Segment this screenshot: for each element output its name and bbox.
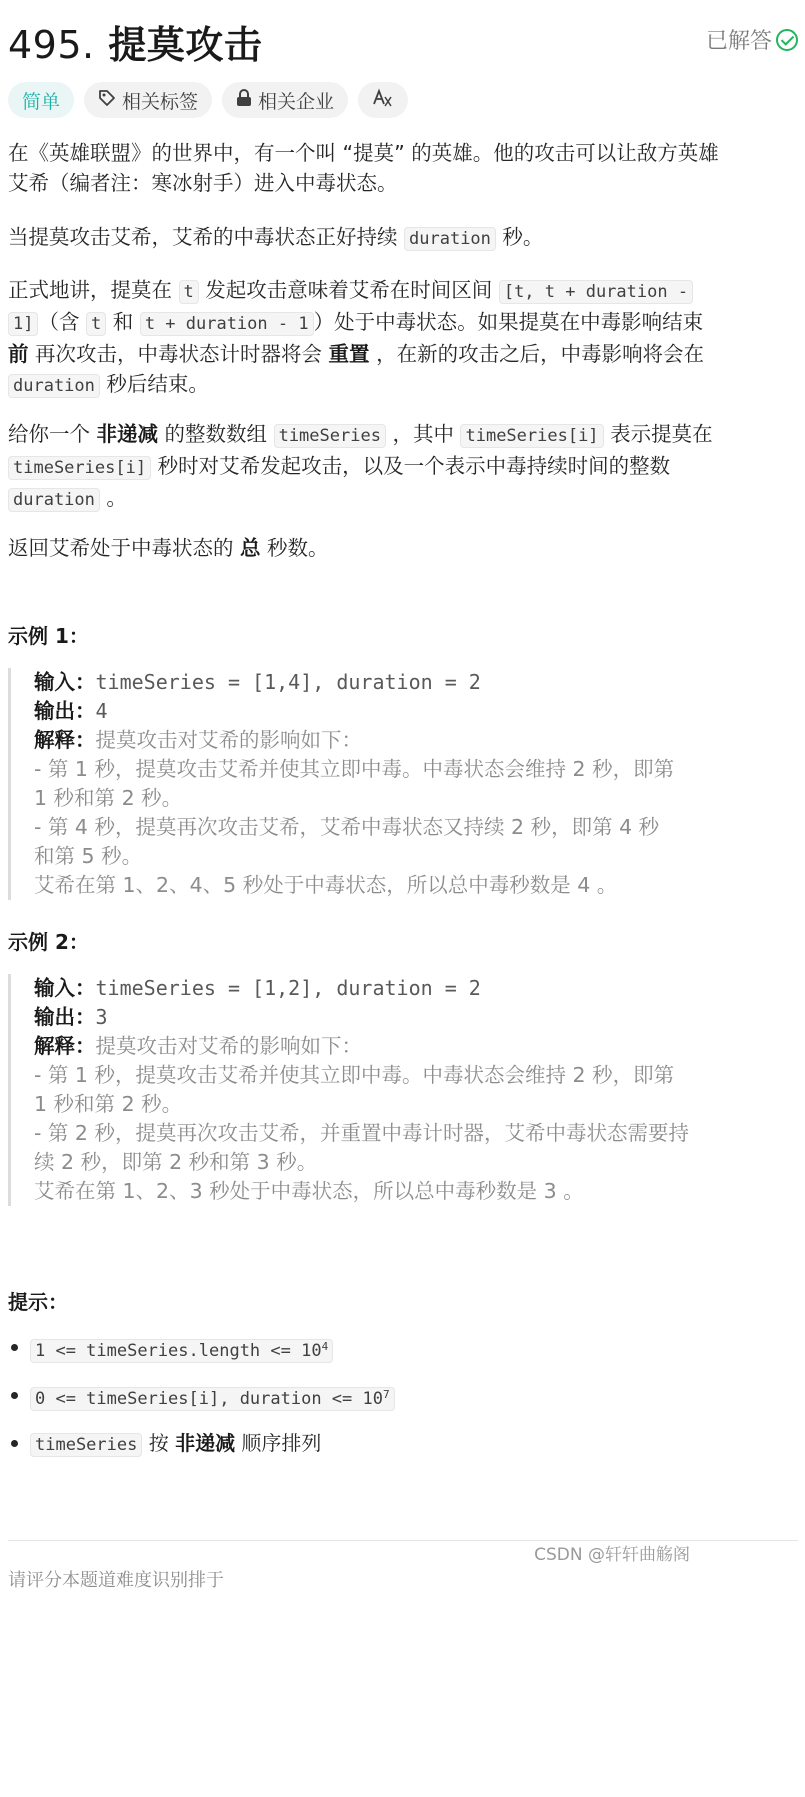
inline-code: timeSeries [30,1433,142,1457]
desc-text: 再次攻击，中毒状态计时器将会 [28,342,329,366]
explain-line: - 第 1 秒，提莫攻击艾希并使其立即中毒。中毒状态会维持 2 秒，即第 [34,757,675,781]
explain-line: - 第 1 秒，提莫攻击艾希并使其立即中毒。中毒状态会维持 2 秒，即第 [34,1063,675,1087]
title-row [8,14,798,67]
output-value: 3 [95,1005,108,1029]
hint-text: 按 [142,1431,176,1455]
desc-text: 当提莫攻击艾希，艾希的中毒状态正好持续 [8,225,405,249]
explain-line: 和第 5 秒。 [34,844,143,868]
related-companies-label: 相关企业 [258,90,335,113]
inline-code [30,1339,333,1363]
difficulty-label: 简单 [22,90,61,113]
tag-row [8,82,408,118]
example-1-block [8,668,798,900]
desc-text: 返回艾希处于中毒状态的 [8,536,241,560]
related-tags-button[interactable] [84,82,212,118]
check-circle-icon [776,29,798,51]
example-output-line [34,697,798,726]
desc-paragraph-3 [8,275,800,401]
explain-line: - 第 2 秒，提莫再次攻击艾希，并重置中毒计时器，艾希中毒状态需要持 [34,1121,689,1145]
desc-text: 给你一个 [8,422,97,446]
hint-text: 顺序排列 [235,1431,322,1455]
desc-text: 。 [99,486,127,510]
output-value: 4 [95,699,108,723]
inline-code: t [86,312,106,336]
desc-text: 秒。 [495,225,544,249]
related-tags-label: 相关标签 [122,90,199,113]
hint-item [8,1332,788,1380]
inline-code: timeSeries[i] [460,424,603,448]
desc-text: 艾希（编者注：寒冰射手）进入中毒状态。 [8,171,398,195]
input-label: 输入： [34,976,96,1000]
desc-text: 秒后结束。 [99,372,209,396]
inline-code: t [179,280,199,304]
output-label: 输出： [34,1005,96,1029]
explain-line: - 第 4 秒，提莫再次攻击艾希，艾希中毒状态又持续 2 秒，即第 4 秒 [34,815,660,839]
solved-status [706,24,798,55]
desc-text: ，在新的攻击之后，中毒影响将会在 [369,342,705,366]
desc-text: 表示提莫在 [603,422,713,446]
hint-code-text: 1 <= timeSeries.length <= 10 [35,1341,322,1361]
desc-text: 和 [106,310,140,334]
output-label: 输出： [34,699,96,723]
inline-code: timeSeries[i] [8,456,151,480]
desc-text: 正式地讲，提莫在 [8,278,179,302]
explain-line: 1 秒和第 2 秒。 [34,1092,183,1116]
inline-code: [t, t + duration - [499,280,693,304]
inline-code: duration [404,227,496,251]
translate-button[interactable] [358,82,408,118]
bold-text: 重置 [328,342,370,366]
desc-text: ，其中 [385,422,461,446]
translate-icon [372,88,394,113]
inline-code [30,1387,395,1411]
desc-text: 秒时对艾希发起攻击，以及一个表示中毒持续时间的整数 [151,454,671,478]
bold-text: 非递减 [96,422,159,446]
explain-label: 解释： [34,1034,96,1058]
desc-text: 的整数数组 [158,422,274,446]
inline-code: 1] [8,312,38,336]
explain-text: 提莫攻击对艾希的影响如下： [95,728,362,752]
example-output-line [34,1003,798,1032]
desc-text: 秒数。 [260,536,329,560]
desc-paragraph-1 [8,138,800,198]
desc-paragraph-5 [8,533,800,563]
example-2-title: 示例 2： [8,930,89,954]
example-2-block [8,974,798,1206]
explain-line: 1 秒和第 2 秒。 [34,786,183,810]
problem-number: 495. [8,23,95,67]
example-input-line [34,974,798,1003]
inline-code: t + duration - 1 [140,312,314,336]
desc-paragraph-4 [8,419,800,515]
input-value: timeSeries = [1,4], duration = 2 [95,670,481,694]
feedback-text[interactable]: 请评分本题道难度识别排于 [8,1570,224,1591]
difficulty-badge[interactable] [8,82,74,118]
tag-icon [98,89,116,112]
problem-name: 提莫攻击 [108,23,263,67]
hint-code-text: 0 <= timeSeries[i], duration <= 10 [35,1389,383,1409]
explain-text: 提莫攻击对艾希的影响如下： [95,1034,362,1058]
example-explain-line [34,1032,798,1061]
example-explain-line [34,726,798,755]
hint-item [8,1380,788,1428]
problem-title[interactable] [8,14,262,69]
example-input-line [34,668,798,697]
inline-code: duration [8,488,100,512]
hints-title: 提示： [8,1290,68,1314]
bold-text: 总 [240,536,261,560]
explain-label: 解释： [34,728,96,752]
input-value: timeSeries = [1,2], duration = 2 [95,976,481,1000]
inline-code: timeSeries [274,424,386,448]
bold-text: 前 [8,342,29,366]
lock-icon [236,89,252,112]
related-companies-button[interactable] [222,82,348,118]
desc-paragraph-2 [8,222,800,254]
example-1-title: 示例 1： [8,624,89,648]
desc-text: 在《英雄联盟》的世界中，有一个叫 “提莫” 的英雄。他的攻击可以让敌方英雄 [8,141,719,165]
hints-list [8,1332,788,1476]
superscript: 7 [383,1388,390,1401]
superscript: 4 [321,1340,329,1353]
explain-line: 艾希在第 1、2、4、5 秒处于中毒状态，所以总中毒秒数是 4 。 [34,873,618,897]
desc-text: （含 [38,310,87,334]
desc-text: ）处于中毒状态。如果提莫在中毒影响结束 [313,310,704,334]
input-label: 输入： [34,670,96,694]
inline-code: duration [8,374,100,398]
explain-line: 续 2 秒，即第 2 秒和第 3 秒。 [34,1150,318,1174]
explain-line: 艾希在第 1、2、3 秒处于中毒状态，所以总中毒秒数是 3 。 [34,1179,584,1203]
bold-text: 非递减 [175,1431,236,1455]
hint-item [8,1428,788,1476]
csdn-watermark: CSDN @轩轩曲觞阁 [534,1545,690,1565]
solved-label: 已解答 [705,29,772,54]
desc-text: 发起攻击意味着艾希在时间区间 [198,278,499,302]
